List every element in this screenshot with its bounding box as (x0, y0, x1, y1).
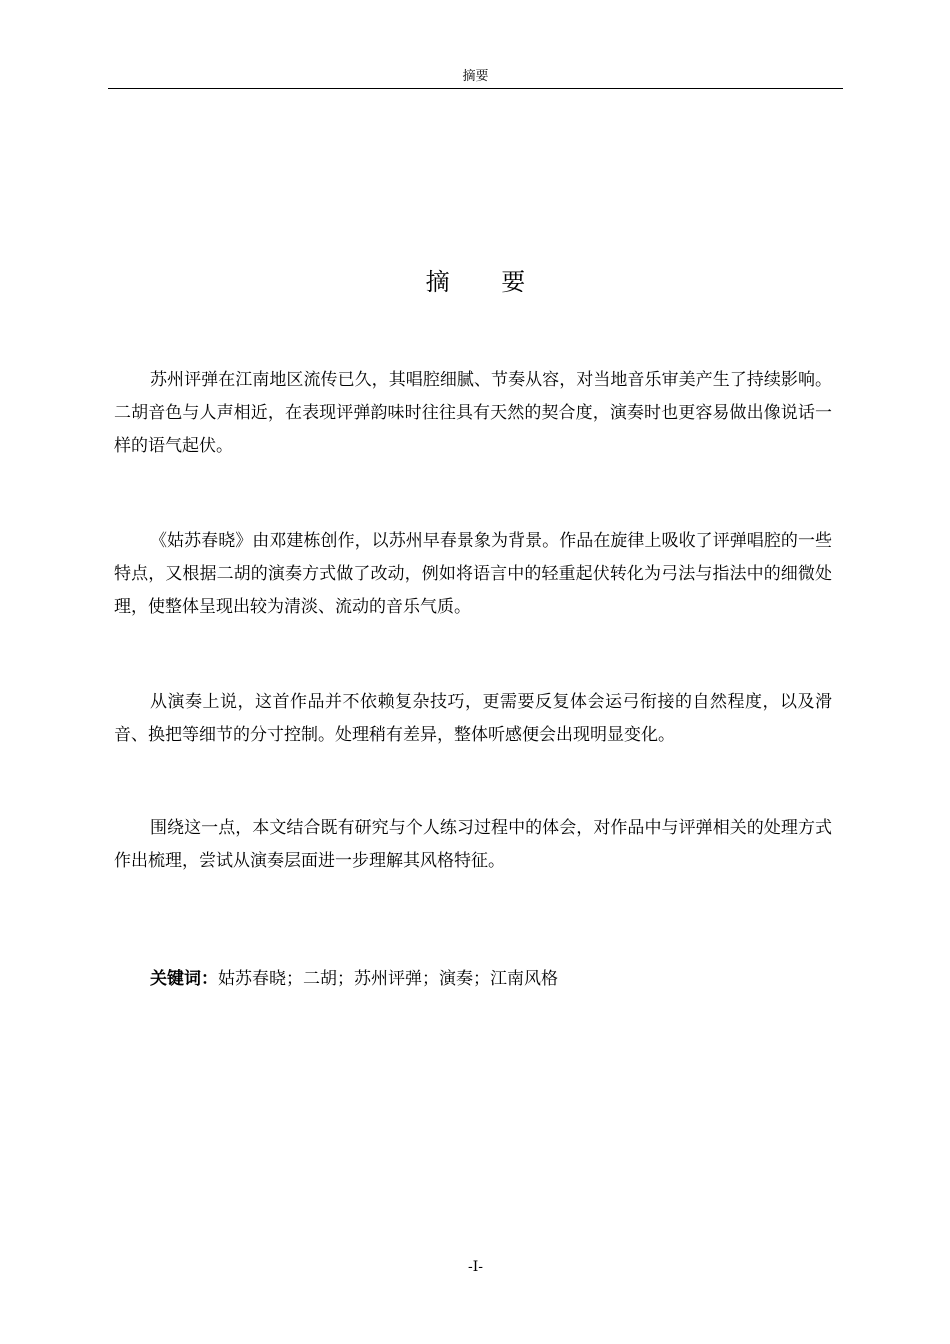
abstract-paragraph-3: 从演奏上说，这首作品并不依赖复杂技巧，更需要反复体会运弓衔接的自然程度，以及滑音、换把等细节的分寸控制。处理稍有差异，整体听感便会出现明显变化。 (114, 692, 832, 745)
running-header: 摘要 (462, 69, 489, 84)
keywords-text: 姑苏春晓；二胡；苏州评弹；演奏；江南风格 (218, 969, 558, 989)
keywords-label: 关键词： (150, 969, 218, 989)
page-title: 摘 要 (425, 268, 548, 296)
header-rule (108, 88, 843, 89)
page-number: -I- (468, 1259, 483, 1275)
abstract-paragraph-4: 围绕这一点，本文结合既有研究与个人练习过程中的体会，对作品中与评弹相关的处理方式作出梳理，尝试从演奏层面进一步理解其风格特征。 (114, 818, 832, 871)
abstract-paragraph-2: 《姑苏春晓》由邓建栋创作，以苏州早春景象为背景。作品在旋律上吸收了评弹唱腔的一些特点，又根据二胡的演奏方式做了改动，例如将语言中的轻重起伏转化为弓法与指法中的细微处理，使整体呈现出较为清淡、流动的音乐气质。 (114, 531, 832, 617)
abstract-paragraph-1: 苏州评弹在江南地区流传已久，其唱腔细腻、节奏从容，对当地音乐审美产生了持续影响。二胡音色与人声相近，在表现评弹韵味时往往具有天然的契合度，演奏时也更容易做出像说话一样的语气起伏。 (114, 370, 832, 456)
keywords-line (150, 963, 830, 996)
